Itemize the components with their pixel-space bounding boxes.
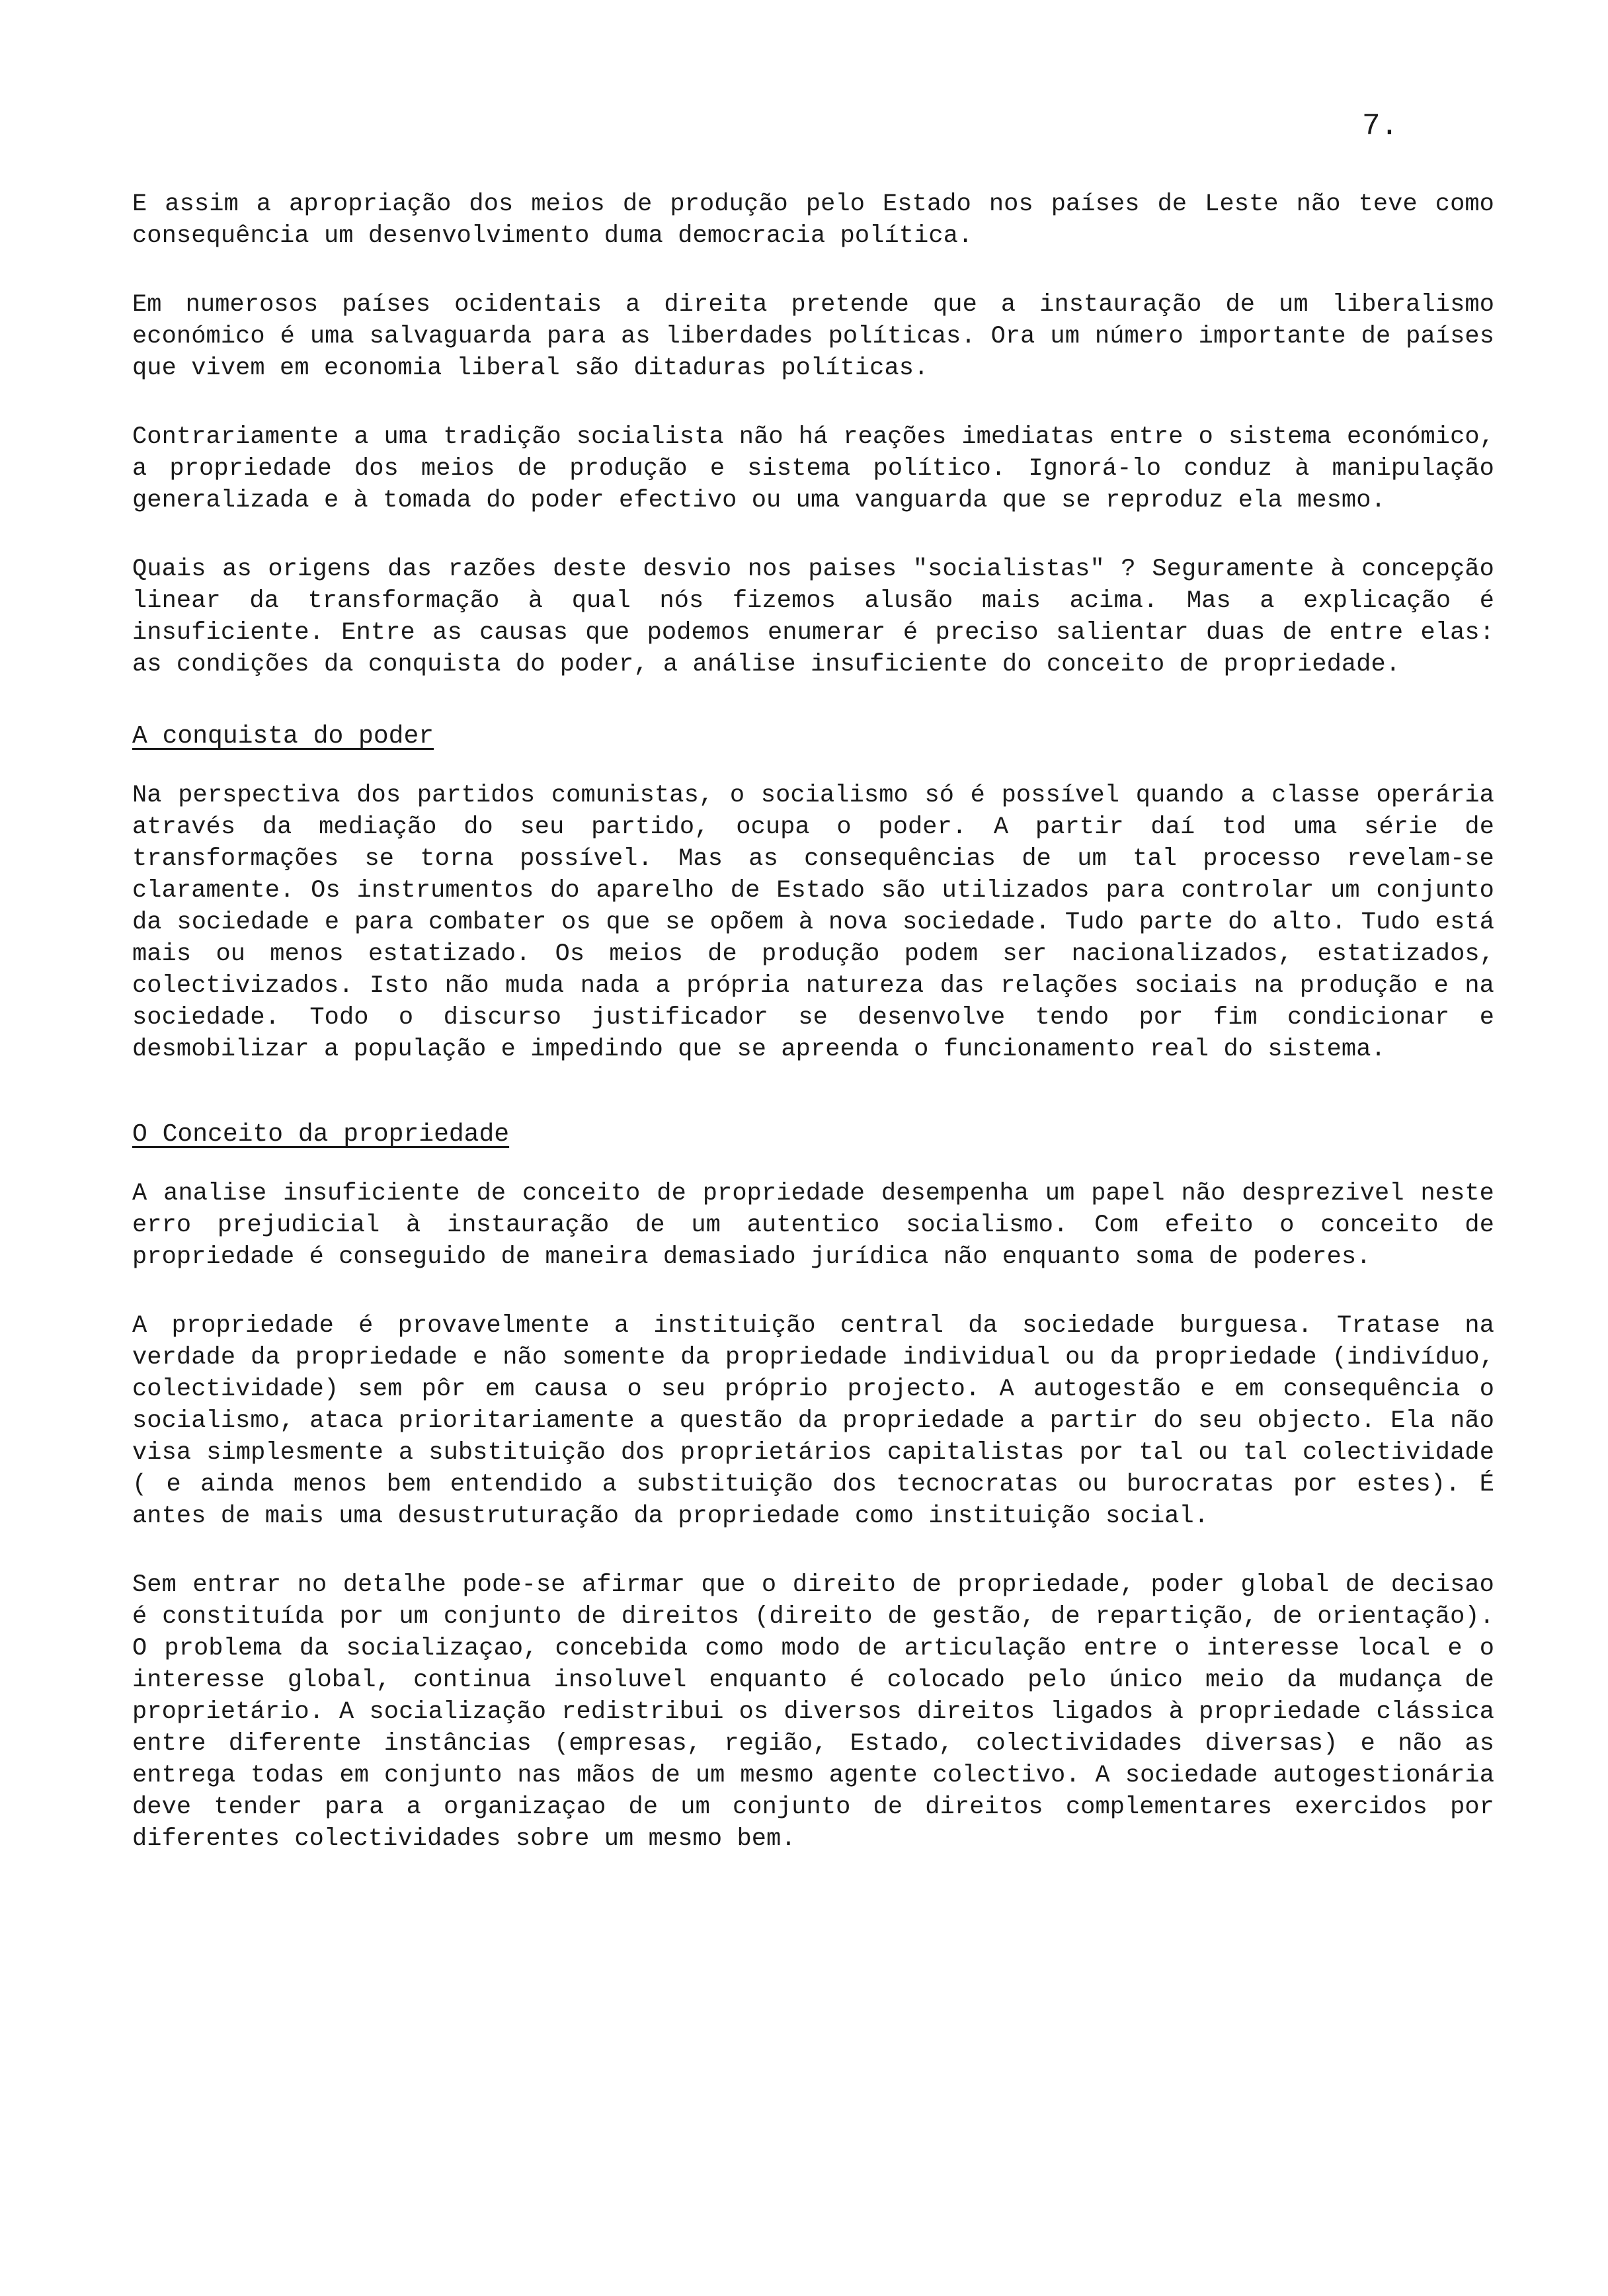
paragraph-intro-2: Em numerosos países ocidentais a direita pretende que a instauração de um liberalismo económico é uma salvaguarda para as liberdades políticas. Ora um número importante de países que vivem em economia liberal são ditaduras políticas. [132,291,1494,382]
section-heading-propriedade: O Conceito da propriedade [132,1120,510,1149]
paragraph-propriedade-2: A propriedade é provavelmente a instituição central da sociedade burguesa. Tratase na verdade da propriedade e não somente da propriedade individual ou da propriedade (indivíduo, colectividade) sem pôr em causa o seu próprio projecto. A autogestão e em consequência o socialismo, ataca prioritariamente a questão da propriedade a partir do seu objecto. Ela não visa simplesmente a substituição dos proprietários capitalistas por tal ou tal colectividade ( e ainda menos bem entendido a substituição dos tecnocratas ou burocratas por estes). É antes de mais uma desustruturação da propriedade como instituição social. [132,1312,1494,1530]
paragraph-intro-3: Contrariamente a uma tradição socialista não há reações imediatas entre o sistema económico, a propriedade dos meios de produção e sistema político. Ignorá-lo conduz à manipulação generalizada e à tomada do poder efectivo ou uma vanguarda que se reproduz ela mesmo. [132,423,1494,514]
paragraph-intro-1: E assim a apropriação dos meios de produção pelo Estado nos países de Leste não teve como consequência um desenvolvimento duma democracia política. [132,190,1494,250]
document-body [132,188,1494,1892]
paragraph-propriedade-1: A analise insuficiente de conceito de propriedade desempenha um papel não desprezivel neste erro prejudicial à instauração de um autentico socialismo. Com efeito o conceito de propriedade é conseguido de maneira demasiado jurídica não enquanto soma de poderes. [132,1180,1494,1271]
section-propriedade [132,1118,1494,1855]
page-number: 7. [1362,109,1399,144]
paragraph-conquista-1: Na perspectiva dos partidos comunistas, o socialismo só é possível quando a classe operária através da mediação do seu partido, ocupa o poder. A partir daí tod uma série de transformações se torna possível. Mas as consequências de um tal processo revelam-se claramente. Os instrumentos do aparelho de Estado são utilizados para controlar um conjunto da sociedade e para combater os que se opõem à nova sociedade. Tudo parte do alto. Tudo está mais ou menos estatizado. Os meios de produção podem ser nacionalizados, estatizados, colectivizados. Isto não muda nada a própria natureza das relações sociais na produção e na sociedade. Todo o discurso justificador se desenvolve tendo por fim condicionar e desmobilizar a população e impedindo que se apreenda o funcionamento real do sistema. [132,782,1494,1063]
paragraph-propriedade-3: Sem entrar no detalhe pode-se afirmar que o direito de propriedade, poder global de decisao é constituída por um conjunto de direitos (direito de gestão, de repartição, de orientação). O problema da socializaçao, concebida como modo de articulação entre o interesse local e o interesse global, continua insoluvel enquanto é colocado pelo único meio da mudança de proprietário. A socialização redistribui os diversos direitos ligados à propriedade clássica entre diferente instâncias (empresas, região, Estado, colectividades diversas) e não as entrega todas em conjunto nas mãos de um mesmo agente colectivo. A sociedade autogestionária deve tender para a organizaçao de um conjunto de direitos complementares exercidos por diferentes colectividades sobre um mesmo bem. [132,1571,1494,1853]
section-conquista [132,720,1494,1065]
section-heading-conquista: A conquista do poder [132,722,434,751]
paragraph-intro-4: Quais as origens das razões deste desvio nos paises "socialistas" ? Seguramente à concepção linear da transformação à qual nós fizemos alusão mais acima. Mas a explicação é insuficiente. Entre as causas que podemos enumerar é preciso salientar duas de entre elas: as condições da conquista do poder, a análise insuficiente do conceito de propriedade. [132,555,1494,678]
